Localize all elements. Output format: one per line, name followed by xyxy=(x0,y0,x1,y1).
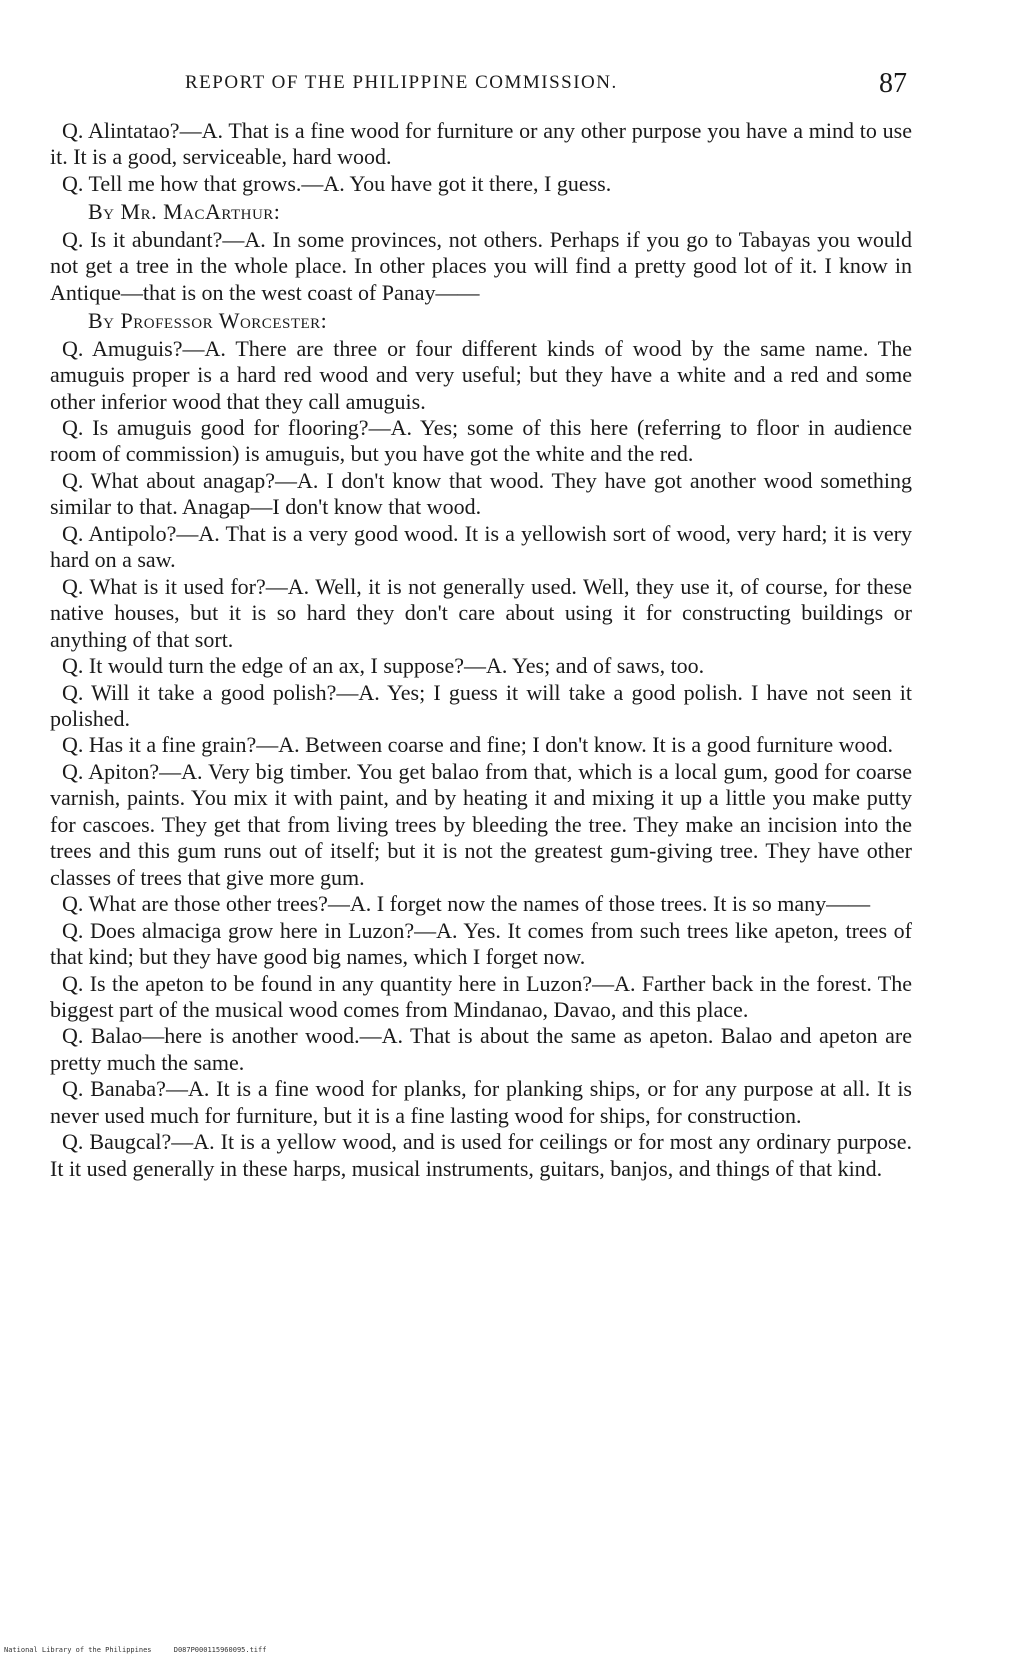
qa-paragraph: Q. Banaba?—A. It is a fine wood for planks, for planking ships, or for any purpose at all. It is never used much for furniture, but it is a fine lasting wood for ships, for construction. xyxy=(50,1076,912,1128)
qa-paragraph: Q. Apiton?—A. Very big timber. You get balao from that, which is a local gum, good for coarse varnish, paints. You mix it with paint, and by heating it and mixing it up a little you make putty for cascoes. They get that from living trees by bleeding the tree. They make an incision into the trees and this gum runs out of itself; but it is not the greatest gum-giving tree. They have other classes of trees that give more gum. xyxy=(50,758,912,890)
document-body xyxy=(50,118,912,1182)
qa-paragraph: Q. Baugcal?—A. It is a yellow wood, and is used for ceilings or for most any ordinary purpose. It it used generally in these harps, musical instruments, guitars, banjos, and things of that kind. xyxy=(50,1129,912,1181)
qa-paragraph: Q. Tell me how that grows.—A. You have got it there, I guess. xyxy=(62,170,612,196)
qa-paragraph: Q. Antipolo?—A. That is a very good wood. It is a yellowish sort of wood, very hard; it is very hard on a saw. xyxy=(50,520,912,573)
qa-paragraph: Q. Has it a fine grain?—A. Between coarse and fine; I don't know. It is a good furniture wood. xyxy=(62,732,893,758)
qa-paragraph: Q. What about anagap?—A. I don't know that wood. They have got another wood something similar to that. Anagap—I don't know that wood. xyxy=(50,467,912,520)
qa-paragraph: Q. What is it used for?—A. Well, it is not generally used. Well, they use it, of course, for these native houses, but it is so hard they don't care about using it for constructing buildings or anything of that sort. xyxy=(50,573,912,652)
speaker-heading: By Professor Worcester: xyxy=(88,308,328,334)
running-head: REPORT OF THE PHILIPPINE COMMISSION. xyxy=(185,72,618,93)
page-number: 87 xyxy=(879,68,907,99)
qa-paragraph: Q. Alintatao?—A. That is a fine wood for furniture or any other purpose you have a mind to use it. It is a good, serviceable, hard wood. xyxy=(50,118,912,170)
scan-footer xyxy=(4,1646,284,1654)
qa-paragraph: Q. What are those other trees?—A. I forget now the names of those trees. It is so many—— xyxy=(62,891,871,917)
footer-file: D087P000115960095.tiff xyxy=(173,1646,267,1654)
page-header xyxy=(185,68,907,100)
qa-paragraph: Q. Is the apeton to be found in any quantity here in Luzon?—A. Farther back in the forest. The biggest part of the musical wood comes from Mindanao, Davao, and this place. xyxy=(50,970,912,1022)
qa-paragraph: Q. Does almaciga grow here in Luzon?—A. Yes. It comes from such trees like apeton, trees of that kind; but they have good big names, which I forget now. xyxy=(50,917,912,970)
qa-paragraph: Q. Is it abundant?—A. In some provinces, not others. Perhaps if you go to Tabayas you would not get a tree in the whole place. In other places you will find a pretty good lot of it. I know in Antique—that is on the west coast of Panay—— xyxy=(50,226,912,305)
footer-library: National Library of the Philippines xyxy=(4,1646,152,1654)
speaker-heading: By Mr. MacArthur: xyxy=(88,199,281,225)
qa-paragraph: Q. Is amuguis good for flooring?—A. Yes; some of this here (referring to floor in audience room of commission) is amuguis, but you have got the white and the red. xyxy=(50,414,912,467)
qa-paragraph: Q. Balao—here is another wood.—A. That is about the same as apeton. Balao and apeton are pretty much the same. xyxy=(50,1023,912,1075)
qa-paragraph: Q. It would turn the edge of an ax, I suppose?—A. Yes; and of saws, too. xyxy=(62,653,705,679)
qa-paragraph: Q. Amuguis?—A. There are three or four different kinds of wood by the same name. The amuguis proper is a hard red wood and very useful; but they have a white and a red and some other inferior wood that they call amuguis. xyxy=(50,335,912,414)
qa-paragraph: Q. Will it take a good polish?—A. Yes; I guess it will take a good polish. I have not seen it polished. xyxy=(50,679,912,731)
